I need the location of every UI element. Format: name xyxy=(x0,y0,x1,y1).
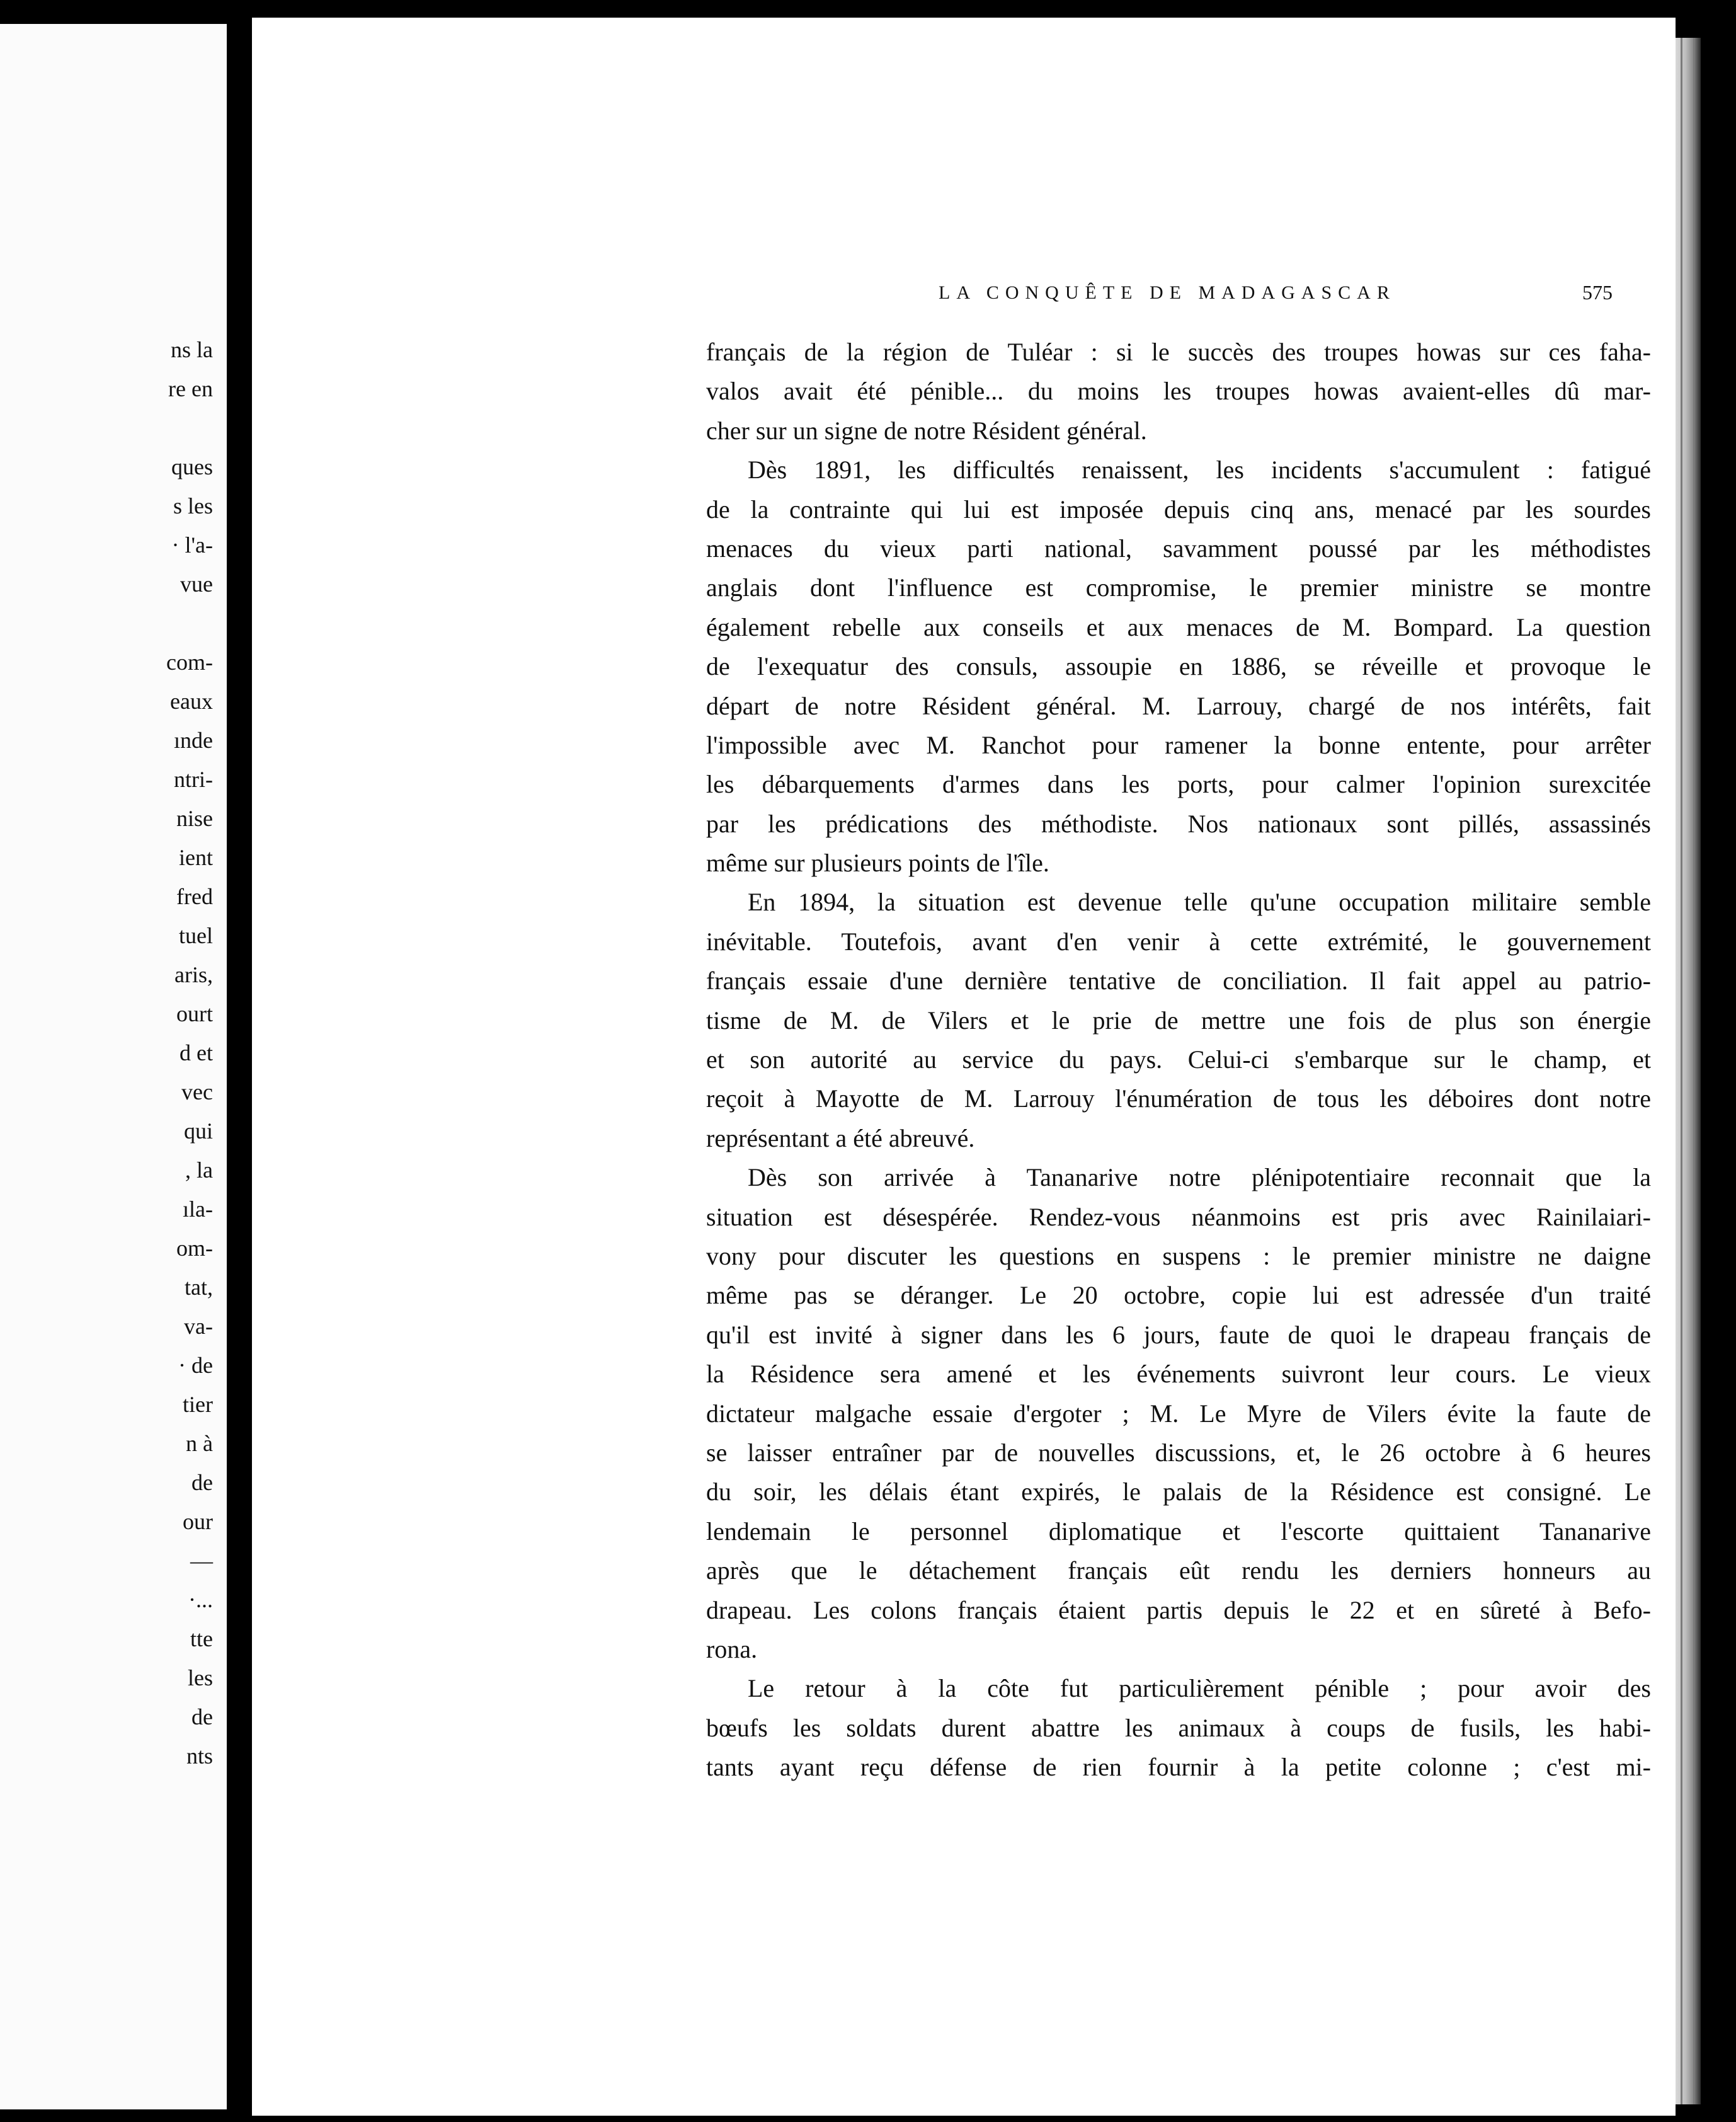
text-line: du soir, les délais étant expirés, le palais de la Résidence est consigné. Le xyxy=(706,1477,1651,1506)
text-line: Dès 1891, les difficultés renaissent, les incidents s'accumulent : fatigué xyxy=(748,456,1651,485)
left-page-line: les xyxy=(188,1665,213,1690)
text-line: les débarquements d'armes dans les ports, pour calmer l'opinion surexcitée xyxy=(706,770,1651,799)
text-line: situation est désespérée. Rendez-vous néanmoins est pris avec Rainilaiari- xyxy=(706,1202,1651,1231)
left-page-line: n à xyxy=(186,1431,213,1456)
text-line: français essaie d'une dernière tentative de conciliation. Il fait appel au patrio- xyxy=(706,966,1651,995)
left-page-line: s les xyxy=(173,493,213,519)
left-page-line: · l'a- xyxy=(171,532,213,558)
left-page-line: ntri- xyxy=(174,767,213,792)
left-page-line: — xyxy=(190,1548,213,1573)
text-line: Dès son arrivée à Tananarive notre plénipotentiaire reconnait que la xyxy=(748,1163,1651,1192)
text-line: qu'il est invité à signer dans les 6 jours, faute de quoi le drapeau français de xyxy=(706,1320,1651,1349)
left-page-line: aris, xyxy=(174,962,213,987)
text-line: lendemain le personnel diplomatique et l'escorte quittaient Tananarive xyxy=(706,1517,1651,1546)
text-line: représentant a été abreuvé. xyxy=(706,1123,975,1152)
left-page-line: ques xyxy=(171,454,213,479)
left-page-line: com- xyxy=(166,650,213,675)
left-page-line: tat, xyxy=(185,1275,213,1300)
left-page-line: ient xyxy=(179,845,213,870)
left-page-line: · de xyxy=(178,1353,213,1378)
left-page-line: ourt xyxy=(176,1001,213,1026)
text-line: bœufs les soldats durent abattre les animaux à coups de fusils, les habi- xyxy=(706,1713,1651,1742)
text-line: départ de notre Résident général. M. Larrouy, chargé de nos intérêts, fait xyxy=(706,691,1651,720)
text-line: cher sur un signe de notre Résident général. xyxy=(706,416,1147,445)
left-page-line: ınde xyxy=(174,728,213,753)
left-page-line: eaux xyxy=(170,689,213,714)
right-page xyxy=(252,18,1676,2116)
text-line: se laisser entraîner par de nouvelles discussions, et, le 26 octobre à 6 heures xyxy=(706,1438,1651,1467)
text-line: tisme de M. de Vilers et le prie de mettre une fois de plus son énergie xyxy=(706,1006,1651,1035)
left-page-line: fred xyxy=(176,884,213,909)
text-line: tants ayant reçu défense de rien fournir à la petite colonne ; c'est mi- xyxy=(706,1753,1651,1782)
left-page-line: vec xyxy=(181,1079,213,1104)
left-page-line: tte xyxy=(190,1626,213,1651)
left-page-line: , la xyxy=(185,1157,213,1183)
left-page-line: vue xyxy=(180,571,213,597)
text-line: de l'exequatur des consuls, assoupie en 1886, se réveille et provoque le xyxy=(706,652,1651,681)
text-line: même sur plusieurs points de l'île. xyxy=(706,849,1049,878)
text-line: dictateur malgache essaie d'ergoter ; M. Le Myre de Vilers évite la faute de xyxy=(706,1399,1651,1428)
left-page-line: om- xyxy=(176,1236,213,1261)
text-line: par les prédications des méthodiste. Nos nationaux sont pillés, assassinés xyxy=(706,809,1651,838)
text-line: la Résidence sera amené et les événements suivront leur cours. Le vieux xyxy=(706,1360,1651,1389)
left-page-line: tuel xyxy=(179,923,213,948)
text-line: drapeau. Les colons français étaient partis depuis le 22 et en sûreté à Befo- xyxy=(706,1595,1651,1624)
left-page-line: ıla- xyxy=(183,1196,213,1222)
body-text xyxy=(706,333,1651,1787)
left-page-line: nise xyxy=(176,806,213,831)
book-gutter xyxy=(227,24,252,2109)
text-line: de la contrainte qui lui est imposée depuis cinq ans, menacé par les sourdes xyxy=(706,495,1651,524)
left-page-line: de xyxy=(191,1704,213,1729)
left-page xyxy=(0,24,227,2109)
page-number: 575 xyxy=(1582,281,1613,304)
text-line: rona. xyxy=(706,1634,758,1663)
left-page-line: va- xyxy=(184,1314,213,1339)
text-line: anglais dont l'influence est compromise, le premier ministre se montre xyxy=(706,573,1651,602)
text-line: inévitable. Toutefois, avant d'en venir à cette extrémité, le gouvernement xyxy=(706,927,1651,956)
left-page-line: de xyxy=(191,1470,213,1495)
text-line: vony pour discuter les questions en suspens : le premier ministre ne daigne xyxy=(706,1241,1651,1270)
page-edge-line xyxy=(1693,38,1695,2104)
left-page-line: tier xyxy=(183,1392,213,1417)
text-line: français de la région de Tuléar : si le succès des troupes howas sur ces faha- xyxy=(706,338,1651,366)
left-page-line: our xyxy=(183,1509,213,1534)
left-page-line: ·... xyxy=(188,1587,213,1612)
running-head: LA CONQUÊTE DE MADAGASCAR xyxy=(939,282,1396,303)
left-page-line: ns la xyxy=(171,337,213,362)
text-line: valos avait été pénible... du moins les troupes howas avaient-elles dû mar- xyxy=(706,377,1651,406)
text-line: l'impossible avec M. Ranchot pour ramener la bonne entente, pour arrêter xyxy=(706,730,1651,759)
page-edge xyxy=(1676,38,1701,2104)
left-page-line: re en xyxy=(168,376,213,401)
left-page-line: d et xyxy=(180,1040,213,1065)
left-page-line: nts xyxy=(186,1743,213,1769)
text-line: reçoit à Mayotte de M. Larrouy l'énumération de tous les déboires dont notre xyxy=(706,1084,1651,1113)
text-line: Le retour à la côte fut particulièrement pénible ; pour avoir des xyxy=(748,1674,1651,1703)
text-line: et son autorité au service du pays. Celui-ci s'embarque sur le champ, et xyxy=(706,1045,1651,1074)
text-line: également rebelle aux conseils et aux menaces de M. Bompard. La question xyxy=(706,612,1651,641)
text-line: même pas se déranger. Le 20 octobre, copie lui est adressée d'un traité xyxy=(706,1281,1651,1310)
text-line: après que le détachement français eût rendu les derniers honneurs au xyxy=(706,1556,1651,1585)
text-line: menaces du vieux parti national, savamment poussé par les méthodistes xyxy=(706,534,1651,563)
page-edge-line xyxy=(1681,38,1682,2104)
left-page-line: qui xyxy=(183,1118,213,1144)
text-line: En 1894, la situation est devenue telle qu'une occupation militaire semble xyxy=(748,888,1651,917)
